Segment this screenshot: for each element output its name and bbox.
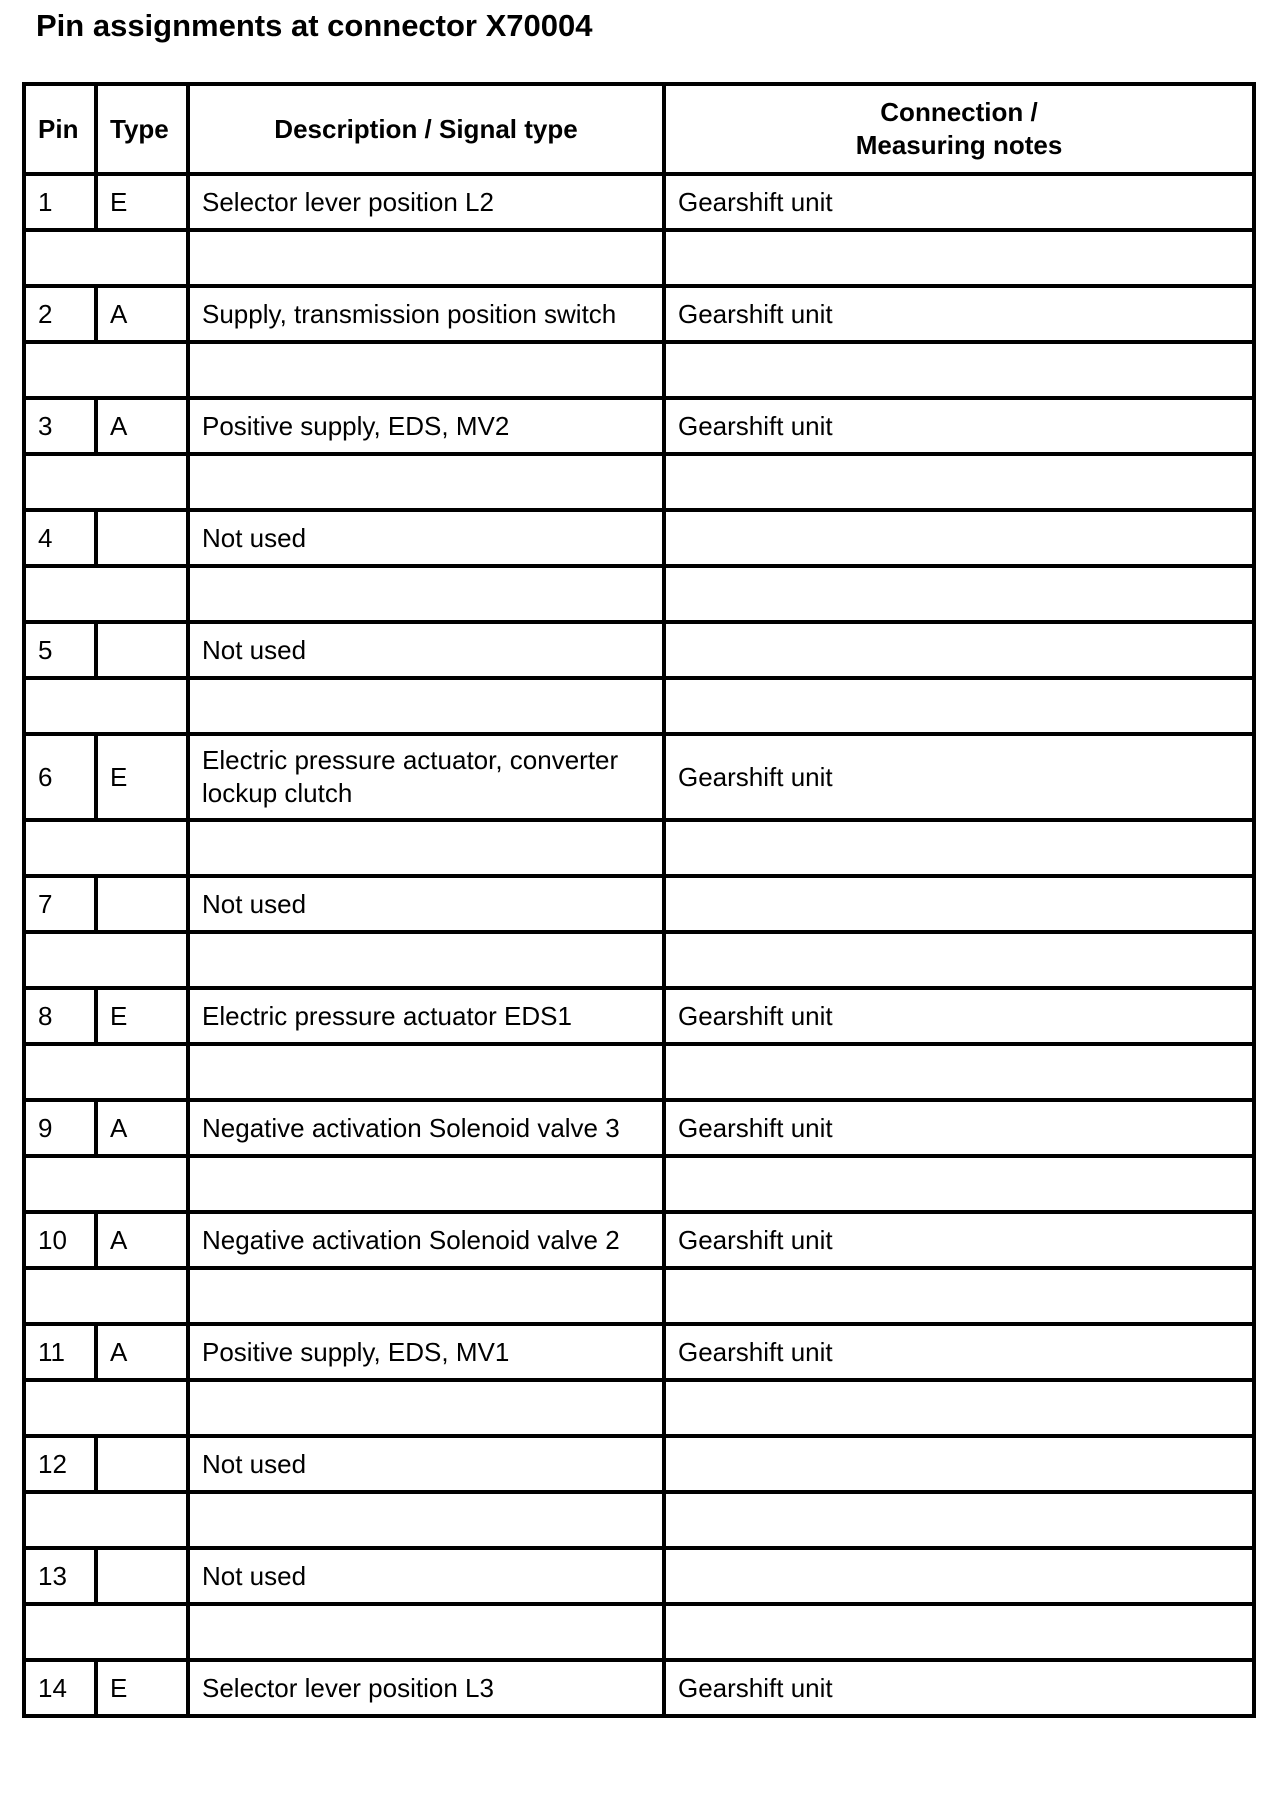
spacer-cell — [664, 1380, 1254, 1436]
pin-cell: 8 — [24, 988, 96, 1044]
spacer-row — [24, 1156, 1254, 1212]
table-row — [24, 1100, 1254, 1156]
table-row — [24, 286, 1254, 342]
column-header-description: Description / Signal type — [188, 84, 664, 174]
spacer-cell — [664, 1604, 1254, 1660]
spacer-cell — [188, 566, 664, 622]
description-cell: Not used — [188, 510, 664, 566]
spacer-cell — [188, 820, 664, 876]
spacer-cell — [188, 678, 664, 734]
connection-cell — [664, 1436, 1254, 1492]
connection-cell: Gearshift unit — [664, 1100, 1254, 1156]
spacer-cell — [24, 1156, 188, 1212]
pin-cell: 3 — [24, 398, 96, 454]
spacer-cell — [188, 454, 664, 510]
spacer-row — [24, 454, 1254, 510]
spacer-cell — [24, 454, 188, 510]
table-row — [24, 622, 1254, 678]
spacer-cell — [24, 230, 188, 286]
spacer-cell — [24, 820, 188, 876]
spacer-row — [24, 342, 1254, 398]
pin-cell: 12 — [24, 1436, 96, 1492]
description-cell: Not used — [188, 1436, 664, 1492]
description-cell: Selector lever position L2 — [188, 174, 664, 230]
description-cell: Not used — [188, 876, 664, 932]
spacer-cell — [24, 1604, 188, 1660]
spacer-cell — [188, 1156, 664, 1212]
spacer-cell — [24, 1380, 188, 1436]
table-body — [24, 174, 1254, 1716]
description-cell: Selector lever position L3 — [188, 1660, 664, 1716]
connection-cell — [664, 1548, 1254, 1604]
description-cell: Positive supply, EDS, MV1 — [188, 1324, 664, 1380]
spacer-row — [24, 932, 1254, 988]
spacer-cell — [664, 820, 1254, 876]
spacer-cell — [24, 932, 188, 988]
type-cell: E — [96, 1660, 188, 1716]
connection-cell: Gearshift unit — [664, 398, 1254, 454]
description-cell: Negative activation Solenoid valve 2 — [188, 1212, 664, 1268]
table-row — [24, 1436, 1254, 1492]
connection-cell: Gearshift unit — [664, 1660, 1254, 1716]
pin-assignment-table — [22, 82, 1256, 1718]
spacer-row — [24, 1268, 1254, 1324]
spacer-row — [24, 1380, 1254, 1436]
spacer-cell — [188, 1268, 664, 1324]
description-cell: Negative activation Solenoid valve 3 — [188, 1100, 664, 1156]
column-header-pin: Pin — [24, 84, 96, 174]
connection-cell — [664, 510, 1254, 566]
type-cell: A — [96, 1324, 188, 1380]
pin-cell: 9 — [24, 1100, 96, 1156]
spacer-cell — [664, 230, 1254, 286]
page-title: Pin assignments at connector X70004 — [36, 8, 593, 43]
spacer-cell — [664, 1492, 1254, 1548]
spacer-cell — [664, 342, 1254, 398]
description-cell: Not used — [188, 1548, 664, 1604]
table-row — [24, 1212, 1254, 1268]
table-row — [24, 398, 1254, 454]
spacer-cell — [664, 932, 1254, 988]
column-header-connection-line2: Measuring notes — [855, 130, 1063, 160]
pin-cell: 11 — [24, 1324, 96, 1380]
table-row — [24, 1548, 1254, 1604]
spacer-row — [24, 1492, 1254, 1548]
description-cell: Electric pressure actuator, converter lockup clutch — [188, 734, 664, 820]
spacer-row — [24, 820, 1254, 876]
spacer-cell — [188, 230, 664, 286]
connection-cell: Gearshift unit — [664, 1324, 1254, 1380]
description-cell: Not used — [188, 622, 664, 678]
connection-cell: Gearshift unit — [664, 1212, 1254, 1268]
pin-cell: 1 — [24, 174, 96, 230]
spacer-cell — [24, 342, 188, 398]
type-cell — [96, 622, 188, 678]
table-row — [24, 174, 1254, 230]
spacer-cell — [24, 678, 188, 734]
spacer-cell — [188, 1044, 664, 1100]
spacer-row — [24, 1044, 1254, 1100]
spacer-cell — [664, 566, 1254, 622]
spacer-row — [24, 230, 1254, 286]
type-cell: A — [96, 398, 188, 454]
spacer-cell — [188, 1604, 664, 1660]
spacer-cell — [188, 932, 664, 988]
pin-cell: 13 — [24, 1548, 96, 1604]
description-cell: Supply, transmission position switch — [188, 286, 664, 342]
spacer-row — [24, 1604, 1254, 1660]
table-row — [24, 1324, 1254, 1380]
table-row — [24, 510, 1254, 566]
table-row — [24, 988, 1254, 1044]
spacer-cell — [24, 566, 188, 622]
type-cell: E — [96, 174, 188, 230]
type-cell: A — [96, 1100, 188, 1156]
pin-cell: 10 — [24, 1212, 96, 1268]
table-row — [24, 734, 1254, 820]
type-cell — [96, 1548, 188, 1604]
spacer-cell — [664, 678, 1254, 734]
table-row — [24, 1660, 1254, 1716]
connection-cell — [664, 622, 1254, 678]
spacer-cell — [188, 1380, 664, 1436]
spacer-cell — [188, 342, 664, 398]
description-cell: Positive supply, EDS, MV2 — [188, 398, 664, 454]
type-cell — [96, 510, 188, 566]
connection-cell: Gearshift unit — [664, 174, 1254, 230]
connection-cell: Gearshift unit — [664, 286, 1254, 342]
type-cell: E — [96, 988, 188, 1044]
pin-cell: 2 — [24, 286, 96, 342]
connection-cell — [664, 876, 1254, 932]
spacer-row — [24, 566, 1254, 622]
type-cell: A — [96, 1212, 188, 1268]
pin-cell: 4 — [24, 510, 96, 566]
spacer-cell — [188, 1492, 664, 1548]
column-header-connection — [664, 84, 1254, 174]
pin-cell: 7 — [24, 876, 96, 932]
spacer-cell — [24, 1044, 188, 1100]
description-cell: Electric pressure actuator EDS1 — [188, 988, 664, 1044]
spacer-cell — [24, 1268, 188, 1324]
pin-cell: 6 — [24, 734, 96, 820]
spacer-row — [24, 678, 1254, 734]
connection-cell: Gearshift unit — [664, 734, 1254, 820]
spacer-cell — [664, 454, 1254, 510]
type-cell — [96, 876, 188, 932]
spacer-cell — [664, 1268, 1254, 1324]
spacer-cell — [664, 1156, 1254, 1212]
spacer-cell — [24, 1492, 188, 1548]
spacer-cell — [664, 1044, 1254, 1100]
type-cell: A — [96, 286, 188, 342]
pin-cell: 5 — [24, 622, 96, 678]
column-header-connection-line1: Connection / — [880, 97, 1038, 127]
connection-cell: Gearshift unit — [664, 988, 1254, 1044]
type-cell — [96, 1436, 188, 1492]
type-cell: E — [96, 734, 188, 820]
table-row — [24, 876, 1254, 932]
table-header-row — [24, 84, 1254, 174]
column-header-type: Type — [96, 84, 188, 174]
pin-cell: 14 — [24, 1660, 96, 1716]
